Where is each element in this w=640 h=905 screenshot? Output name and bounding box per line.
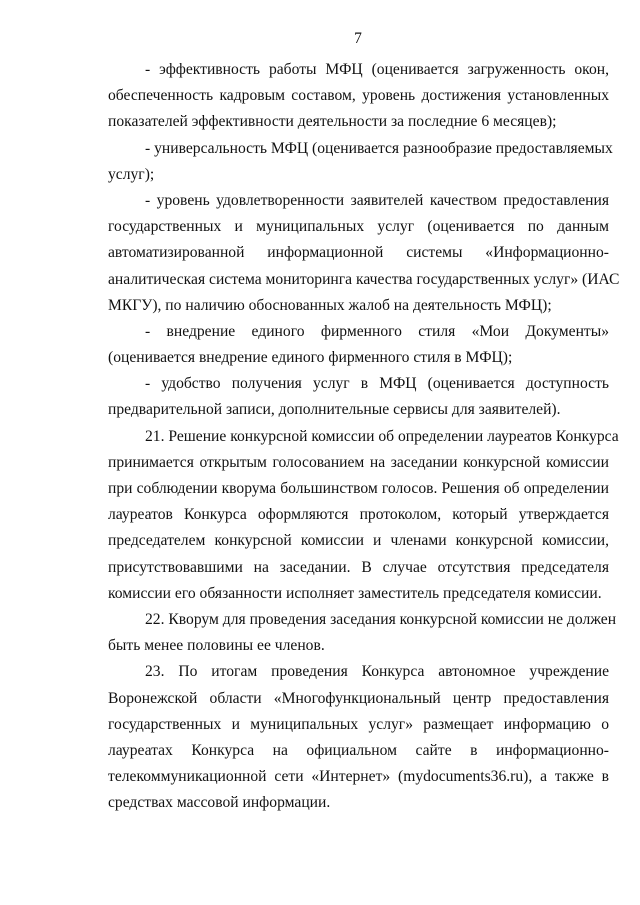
text-line: быть менее половины ее членов.: [108, 637, 325, 655]
text-line: лауреатах Конкурса на официальном сайте в информационно-: [108, 741, 609, 759]
text-line: принимается открытым голосованием на заседании конкурсной комиссии: [108, 453, 609, 471]
text-line: - внедрение единого фирменного стиля «Мои Документы»: [145, 322, 609, 340]
page-number: 7: [354, 30, 362, 47]
text-line: услуг);: [108, 165, 155, 183]
text-line: присутствовавшими на заседании. В случае отсутствия председателя: [108, 558, 609, 576]
paragraph-bullet-brand-style: [108, 319, 609, 371]
text-line: автоматизированной информационной системы «Информационно-: [108, 244, 609, 262]
text-line: - удобство получения услуг в МФЦ (оценивается доступность: [145, 375, 609, 393]
text-line: Воронежской области «Многофункциональный центр предоставления: [108, 689, 609, 707]
text-line: государственных и муниципальных услуг (оценивается по данным: [108, 218, 609, 236]
text-line: лауреатов Конкурса оформляются протоколом, который утверждается: [108, 506, 609, 524]
text-line: средствах массовой информации.: [108, 794, 331, 812]
text-line: предварительной записи, дополнительные сервисы для заявителей).: [108, 401, 561, 419]
paragraph-bullet-satisfaction: [108, 188, 620, 319]
text-line: показателей эффективности деятельности за последние 6 месяцев);: [108, 113, 557, 131]
text-line: комиссии его обязанности исполняет заместитель председателя комиссии.: [108, 584, 602, 602]
text-line: 21. Решение конкурсной комиссии об определении лауреатов Конкурса: [145, 427, 619, 445]
text-line: - уровень удовлетворенности заявителей качеством предоставления: [145, 191, 609, 209]
text-line: (оценивается внедрение единого фирменного стиля в МФЦ);: [108, 349, 513, 367]
paragraph-bullet-efficiency: [108, 57, 609, 136]
document-body: [108, 57, 620, 816]
text-line: МКГУ), по наличию обоснованных жалоб на деятельность МФЦ);: [108, 296, 552, 314]
text-line: председателем конкурсной комиссии и членами конкурсной комиссии,: [108, 532, 609, 550]
text-line: - эффективность работы МФЦ (оценивается загруженность окон,: [145, 61, 609, 78]
paragraph-bullet-universality: [108, 136, 613, 188]
text-line: при соблюдении кворума большинством голосов. Решения об определении: [108, 480, 609, 497]
text-line: аналитическая система мониторинга качества государственных услуг» (ИАС: [108, 270, 620, 288]
paragraph-clause-23: [108, 659, 609, 816]
text-line: 23. По итогам проведения Конкурса автономное учреждение: [145, 663, 609, 681]
paragraph-clause-21: [108, 424, 619, 607]
paragraph-clause-22: [108, 607, 617, 659]
text-line: телекоммуникационной сети «Интернет» (mydocuments36.ru), а также в: [108, 768, 609, 786]
text-line: 22. Кворум для проведения заседания конкурсной комиссии не должен: [145, 610, 617, 628]
text-line: - универсальность МФЦ (оценивается разнообразие предоставляемых: [145, 139, 613, 157]
text-line: государственных и муниципальных услуг» размещает информацию о: [108, 715, 609, 733]
paragraph-bullet-convenience: [108, 371, 609, 423]
text-line: обеспеченность кадровым составом, уровень достижения установленных: [108, 87, 609, 105]
